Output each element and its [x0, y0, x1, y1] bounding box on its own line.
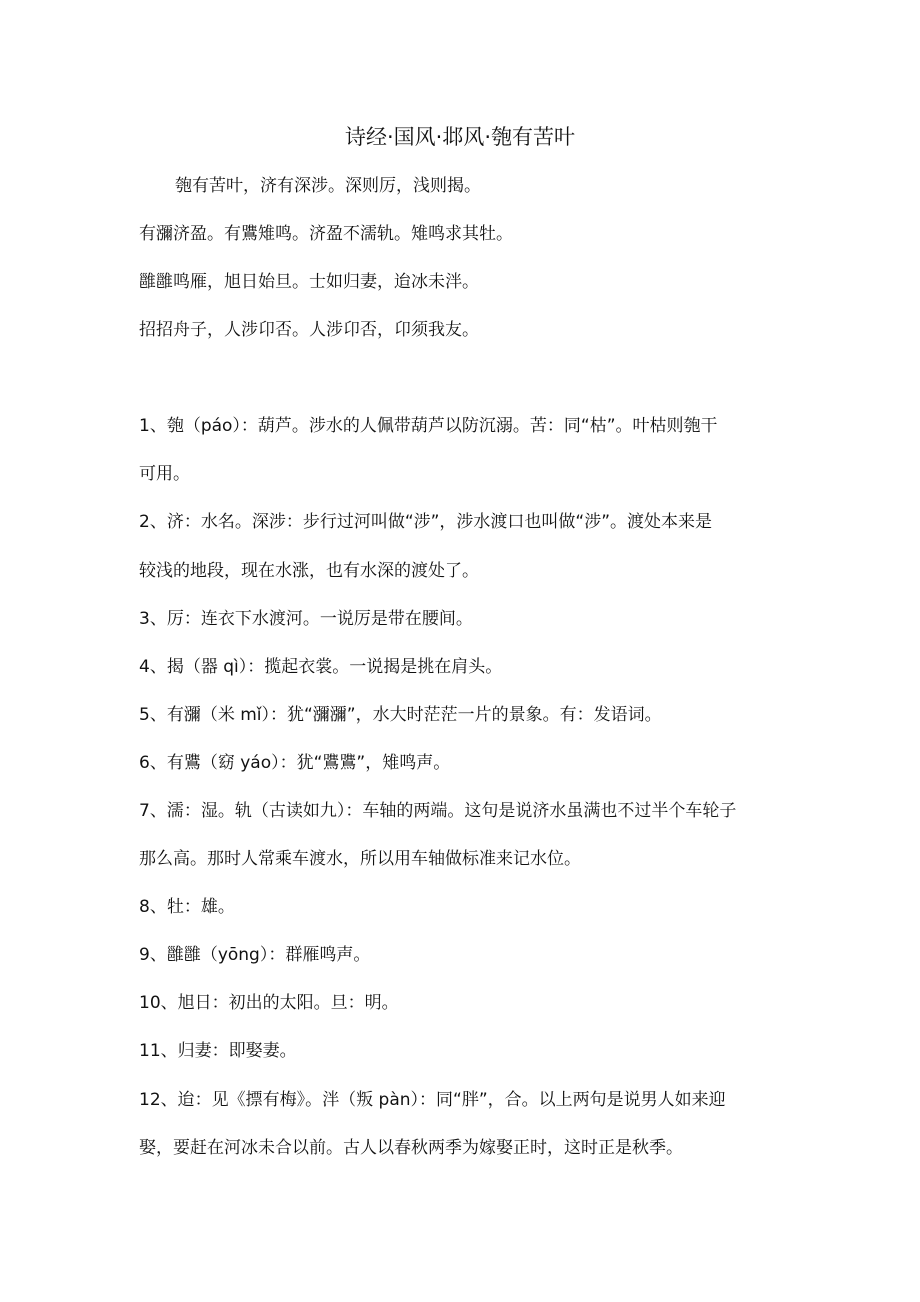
poem-line: 有瀰济盈。有鷕雉鸣。济盈不濡轨。雉鸣求其牡。 — [139, 224, 513, 244]
note-line: 2、济：水名。深涉：步行过河叫做“涉”，涉水渡口也叫做“涉”。渡处本来是 — [139, 512, 713, 532]
note-line: 那么高。那时人常乘车渡水，所以用车轴做标准来记水位。 — [139, 849, 581, 869]
note-line: 娶，要赶在河冰未合以前。古人以春秋两季为嫁娶正时，这时正是秋季。 — [139, 1138, 683, 1158]
poem-line: 雝雝鸣雁，旭日始旦。士如归妻，迨冰未泮。 — [139, 272, 479, 292]
note-line: 较浅的地段，现在水涨，也有水深的渡处了。 — [139, 561, 479, 581]
note-line: 5、有瀰（米 mǐ）：犹“瀰瀰”，水大时茫茫一片的景象。有：发语词。 — [139, 705, 662, 725]
note-line: 6、有鷕（窈 yáo）：犹“鷕鷕”，雉鸣声。 — [139, 753, 451, 773]
note-line: 4、揭（器 qì）：揽起衣裳。一说揭是挑在肩头。 — [139, 657, 503, 677]
note-line: 可用。 — [139, 464, 190, 484]
note-line: 1、匏（páo）：葫芦。涉水的人佩带葫芦以防沉溺。苦：同“枯”。叶枯则匏干 — [139, 416, 718, 436]
note-line: 8、牡：雄。 — [139, 897, 235, 917]
note-line: 7、濡：湿。轨（古读如九）：车轴的两端。这句是说济水虽满也不过半个车轮子 — [139, 801, 737, 821]
note-line: 12、迨：见《摽有梅》。泮（叛 pàn）：同“胖”，合。以上两句是说男人如来迎 — [139, 1090, 726, 1110]
poem-line: 招招舟子，人涉卬否。人涉卬否，卬须我友。 — [139, 320, 479, 340]
note-line: 11、归妻：即娶妻。 — [139, 1041, 297, 1061]
note-line: 10、旭日：初出的太阳。旦：明。 — [139, 993, 399, 1013]
poem-title: 诗经·国风·邶风·匏有苦叶 — [344, 125, 576, 149]
note-line: 9、雝雝（yōng）：群雁鸣声。 — [139, 945, 371, 965]
note-line: 3、厉：连衣下水渡河。一说厉是带在腰间。 — [139, 609, 473, 629]
poem-line: 匏有苦叶，济有深涉。深则厉，浅则揭。 — [175, 176, 481, 196]
